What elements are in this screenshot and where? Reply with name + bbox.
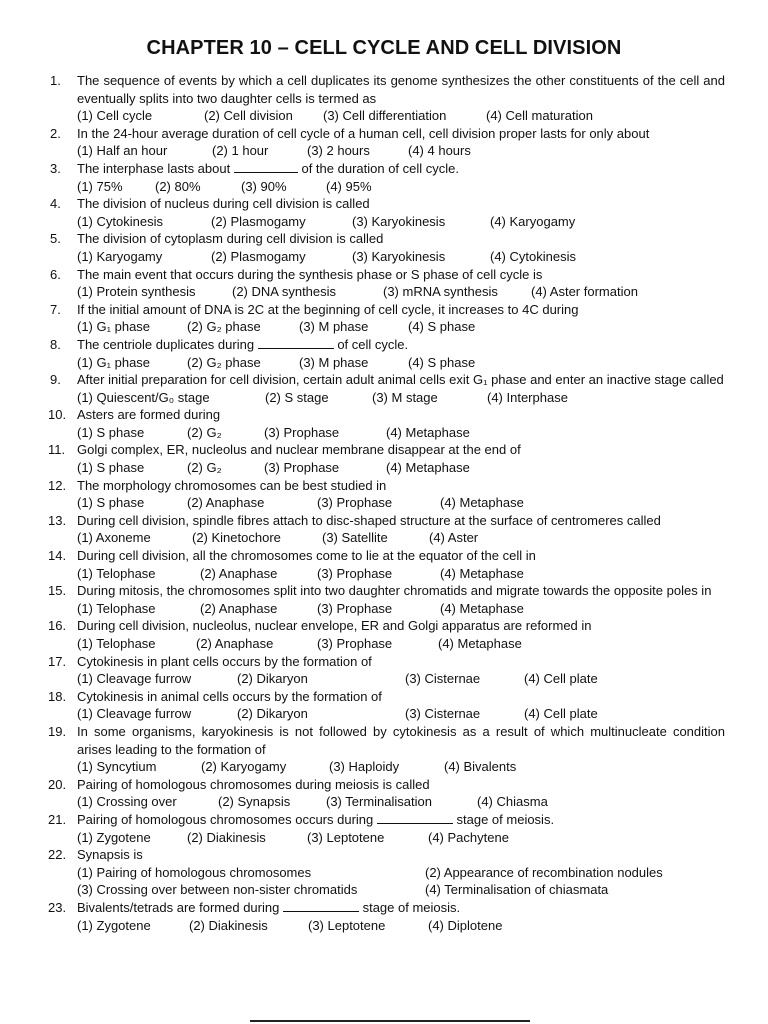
question-item [0, 512, 768, 547]
option-3: (3) 90% [241, 178, 287, 194]
option-3: (3) Haploidy [329, 759, 400, 775]
option-4: (4) Metaphase [440, 600, 524, 616]
question-stem: In some organisms, karyokinesis is not followed by cytokinesis as a result of which multinucleate condition arises leading to the formation of [77, 723, 725, 757]
question-item [0, 811, 768, 846]
option-1: (1) Zygotene [77, 829, 151, 845]
option-3: (3) Crossing over between non-sister chromatids [77, 882, 358, 898]
question-item [0, 266, 768, 301]
question-stem: Cytokinesis in animal cells occurs by the formation of [77, 688, 382, 704]
question-number: 20. [48, 776, 67, 792]
option-2: (2) Anaphase [196, 636, 274, 651]
option-4: (4) Cell maturation [486, 108, 593, 124]
option-2: (2) Kinetochore [192, 530, 281, 546]
option-4: (4) Cytokinesis [490, 248, 576, 264]
question-number: 21. [48, 811, 67, 827]
question-stem: Synapsis is [77, 847, 143, 863]
question-item [0, 688, 768, 723]
question-number: 8. [50, 336, 61, 352]
option-4: (4) 95% [326, 178, 372, 194]
question-stem: The main event that occurs during the synthesis phase or S phase of cell cycle is [77, 266, 543, 282]
options-row [77, 389, 737, 407]
option-3: (3) Leptotene [308, 917, 386, 933]
options-row [77, 354, 737, 372]
question-item [0, 160, 768, 195]
stem-part-a: Bivalents/tetrads are formed during [77, 899, 280, 915]
options-row [77, 670, 737, 688]
option-2: (2) Anaphase [187, 495, 265, 511]
stem-part-a: The centriole duplicates during [77, 336, 255, 352]
option-1: (1) Cell cycle [77, 108, 153, 124]
answer-blank [234, 160, 298, 173]
options-row [77, 705, 737, 723]
question-number: 4. [50, 196, 61, 212]
question-stem: Golgi complex, ER, nucleolus and nuclear membrane disappear at the end of [77, 442, 521, 458]
option-1: (1) Half an hour [77, 143, 168, 159]
option-1: (1) Protein synthesis [77, 284, 196, 300]
option-1: (1) G₁ phase [77, 319, 151, 335]
option-4: (4) Metaphase [386, 460, 470, 476]
option-3: (3) Prophase [317, 495, 393, 511]
question-number: 11. [48, 442, 66, 458]
options-row [77, 283, 737, 301]
option-3: (3) M stage [372, 389, 438, 405]
question-item [0, 371, 768, 406]
options-row [77, 213, 737, 231]
question-item [0, 125, 768, 160]
question-number: 23. [48, 899, 67, 915]
question-number: 17. [48, 653, 67, 669]
option-1: (1) Telophase [77, 565, 156, 581]
option-4: (4) Chiasma [477, 794, 548, 810]
question-number: 2. [50, 125, 61, 141]
options-row [77, 758, 737, 776]
option-2: (2) G₂ [187, 424, 222, 440]
option-3: (3) mRNA synthesis [383, 284, 498, 300]
question-number: 10. [48, 407, 67, 423]
options-row [77, 107, 737, 125]
option-1: (1) S phase [77, 460, 145, 476]
question-item [0, 846, 768, 899]
option-4: (4) Karyogamy [490, 213, 576, 229]
option-1: (1) G₁ phase [77, 354, 151, 370]
question-item [0, 653, 768, 688]
question-stem [77, 811, 725, 829]
options-row [77, 424, 737, 442]
question-stem: In the 24-hour average duration of cell cycle of a human cell, cell division proper lasts for only about [77, 125, 650, 141]
option-4: (4) Aster [429, 530, 479, 546]
option-4: (4) S phase [408, 319, 476, 335]
option-4: (4) Metaphase [440, 565, 524, 581]
options-row [77, 248, 737, 266]
question-number: 18. [48, 688, 67, 704]
option-2: (2) S stage [265, 389, 329, 405]
stem-part-b: of cell cycle. [337, 336, 409, 352]
option-1: (1) S phase [77, 424, 145, 440]
question-item [0, 723, 768, 776]
option-2: (2) Karyogamy [201, 759, 287, 775]
option-2: (2) Cell division [204, 108, 293, 124]
question-item [0, 441, 768, 476]
question-stem [77, 160, 725, 178]
question-item [0, 72, 768, 125]
option-3: (3) Leptotene [307, 829, 385, 845]
options-row [77, 635, 737, 653]
option-1: (1) Quiescent/G₀ stage [77, 389, 210, 405]
question-stem: After initial preparation for cell division, certain adult animal cells exit G₁ phase and enter an inactive stage called [77, 372, 724, 388]
question-number: 5. [50, 231, 61, 247]
page-bottom-rule [250, 1020, 530, 1022]
option-1: (1) Pairing of homologous chromosomes [77, 864, 312, 880]
options-row [77, 178, 737, 196]
question-number: 22. [48, 847, 67, 863]
question-number: 19. [48, 723, 67, 739]
option-3: (3) Prophase [264, 460, 340, 476]
options-row [77, 600, 737, 618]
options-row [77, 494, 737, 512]
option-1: (1) Cleavage furrow [77, 706, 192, 722]
question-item [0, 776, 768, 811]
question-number: 16. [48, 618, 67, 634]
question-item [0, 547, 768, 582]
option-4: (4) Cell plate [524, 706, 598, 722]
question-item [0, 195, 768, 230]
question-stem: Cytokinesis in plant cells occurs by the formation of [77, 653, 372, 669]
question-stem: During cell division, nucleolus, nuclear envelope, ER and Golgi apparatus are reformed in [77, 618, 592, 634]
option-2: (2) G₂ phase [187, 319, 261, 335]
option-1: (1) Telophase [77, 600, 156, 616]
question-item [0, 477, 768, 512]
question-stem [77, 336, 725, 354]
question-item [0, 582, 768, 617]
option-2: (2) Dikaryon [237, 671, 308, 687]
option-2: (2) 1 hour [212, 143, 269, 159]
stem-part-b: stage of meiosis. [456, 811, 555, 827]
stem-part-a: Pairing of homologous chromosomes occurs during [77, 811, 374, 827]
option-4: (4) S phase [408, 354, 476, 370]
options-row [77, 917, 737, 935]
options-row [77, 318, 737, 336]
question-number: 7. [50, 301, 61, 317]
question-stem: Asters are formed during [77, 407, 221, 423]
option-2: (2) Diakinesis [187, 829, 266, 845]
option-3: (3) Karyokinesis [352, 213, 446, 229]
question-stem: If the initial amount of DNA is 2C at the beginning of cell cycle, it increases to 4C during [77, 301, 579, 317]
option-2: (2) 80% [155, 178, 201, 194]
chapter-title: CHAPTER 10 – CELL CYCLE AND CELL DIVISION [146, 37, 622, 59]
question-item [0, 899, 768, 934]
question-number: 15. [48, 583, 67, 599]
option-3: (3) Prophase [317, 565, 393, 581]
question-stem: During mitosis, the chromosomes split into two daughter chromatids and migrate towards the opposite poles in [77, 583, 712, 599]
option-1: (1) 75% [77, 178, 123, 194]
options-grid [77, 864, 737, 899]
question-stem: The sequence of events by which a cell duplicates its genome synthesizes the other constituents of the cell and eventually splits into two daughter cells is termed as [77, 73, 725, 106]
option-3: (3) Cisternae [405, 671, 481, 687]
option-1: (1) Axoneme [77, 530, 151, 546]
question-stem: During cell division, spindle fibres attach to disc-shaped structure at the surface of centromeres called [77, 512, 661, 528]
option-4: (4) Metaphase [440, 495, 524, 511]
option-2: (2) Appearance of recombination nodules [425, 864, 663, 880]
option-4: (4) Metaphase [386, 424, 470, 440]
stem-part-b: stage of meiosis. [362, 899, 461, 915]
options-row [77, 459, 737, 477]
question-number: 12. [48, 477, 67, 493]
option-2: (2) Diakinesis [189, 917, 268, 933]
question-number: 13. [48, 512, 67, 528]
options-row [77, 565, 737, 583]
options-row [77, 529, 737, 547]
question-stem [77, 899, 725, 917]
answer-blank [283, 899, 359, 912]
stem-part-b: of the duration of cell cycle. [301, 160, 459, 176]
option-4: (4) Diplotene [428, 917, 503, 933]
question-item [0, 617, 768, 652]
option-2: (2) G₂ phase [187, 354, 261, 370]
option-1: (1) Cleavage furrow [77, 671, 192, 687]
question-stem: The division of cytoplasm during cell division is called [77, 231, 384, 247]
question-number: 1. [50, 73, 61, 88]
options-row [77, 142, 737, 160]
option-4: (4) Aster formation [531, 284, 638, 300]
option-3: (3) M phase [299, 354, 369, 370]
option-1: (1) S phase [77, 495, 145, 511]
option-1: (1) Zygotene [77, 917, 151, 933]
options-row [77, 829, 737, 847]
option-3: (3) Terminalisation [326, 794, 432, 810]
option-4: (4) 4 hours [408, 143, 471, 159]
option-2: (2) DNA synthesis [232, 284, 337, 300]
option-1: (1) Telophase [77, 636, 156, 651]
option-2: (2) Anaphase [200, 565, 278, 581]
option-3: (3) Prophase [317, 636, 393, 651]
option-4: (4) Terminalisation of chiasmata [425, 882, 609, 898]
options-row [77, 793, 737, 811]
question-list [0, 72, 768, 934]
option-3: (3) Karyokinesis [352, 248, 446, 264]
option-4: (4) Metaphase [438, 636, 522, 651]
answer-blank [258, 336, 334, 349]
option-4: (4) Bivalents [444, 759, 517, 775]
question-stem: The morphology chromosomes can be best studied in [77, 477, 387, 493]
option-2: (2) Plasmogamy [211, 213, 306, 229]
option-1: (1) Syncytium [77, 759, 157, 775]
question-number: 14. [48, 548, 67, 564]
option-3: (3) Satellite [322, 530, 388, 546]
question-item [0, 406, 768, 441]
option-2: (2) Dikaryon [237, 706, 308, 722]
option-2: (2) Anaphase [200, 600, 278, 616]
question-item [0, 336, 768, 371]
question-number: 9. [50, 372, 61, 388]
question-number: 6. [50, 266, 61, 282]
question-number: 3. [50, 160, 61, 176]
question-item [0, 230, 768, 265]
option-1: (1) Karyogamy [77, 248, 163, 264]
option-1: (1) Cytokinesis [77, 213, 163, 229]
option-3: (3) M phase [299, 319, 369, 335]
question-item [0, 301, 768, 336]
question-stem: Pairing of homologous chromosomes during meiosis is called [77, 776, 430, 792]
option-3: (3) Cell differentiation [323, 108, 447, 124]
option-1: (1) Crossing over [77, 794, 177, 810]
option-3: (3) Cisternae [405, 706, 481, 722]
question-stem: The division of nucleus during cell division is called [77, 196, 370, 212]
option-4: (4) Cell plate [524, 671, 598, 687]
option-2: (2) G₂ [187, 460, 222, 476]
option-4: (4) Pachytene [428, 829, 509, 845]
option-3: (3) Prophase [317, 600, 393, 616]
option-2: (2) Plasmogamy [211, 248, 306, 264]
option-3: (3) 2 hours [307, 143, 370, 159]
option-2: (2) Synapsis [218, 794, 291, 810]
option-3: (3) Prophase [264, 424, 340, 440]
answer-blank [377, 811, 453, 824]
option-4: (4) Interphase [487, 389, 568, 405]
stem-part-a: The interphase lasts about [77, 160, 231, 176]
question-stem: During cell division, all the chromosomes come to lie at the equator of the cell in [77, 548, 536, 564]
